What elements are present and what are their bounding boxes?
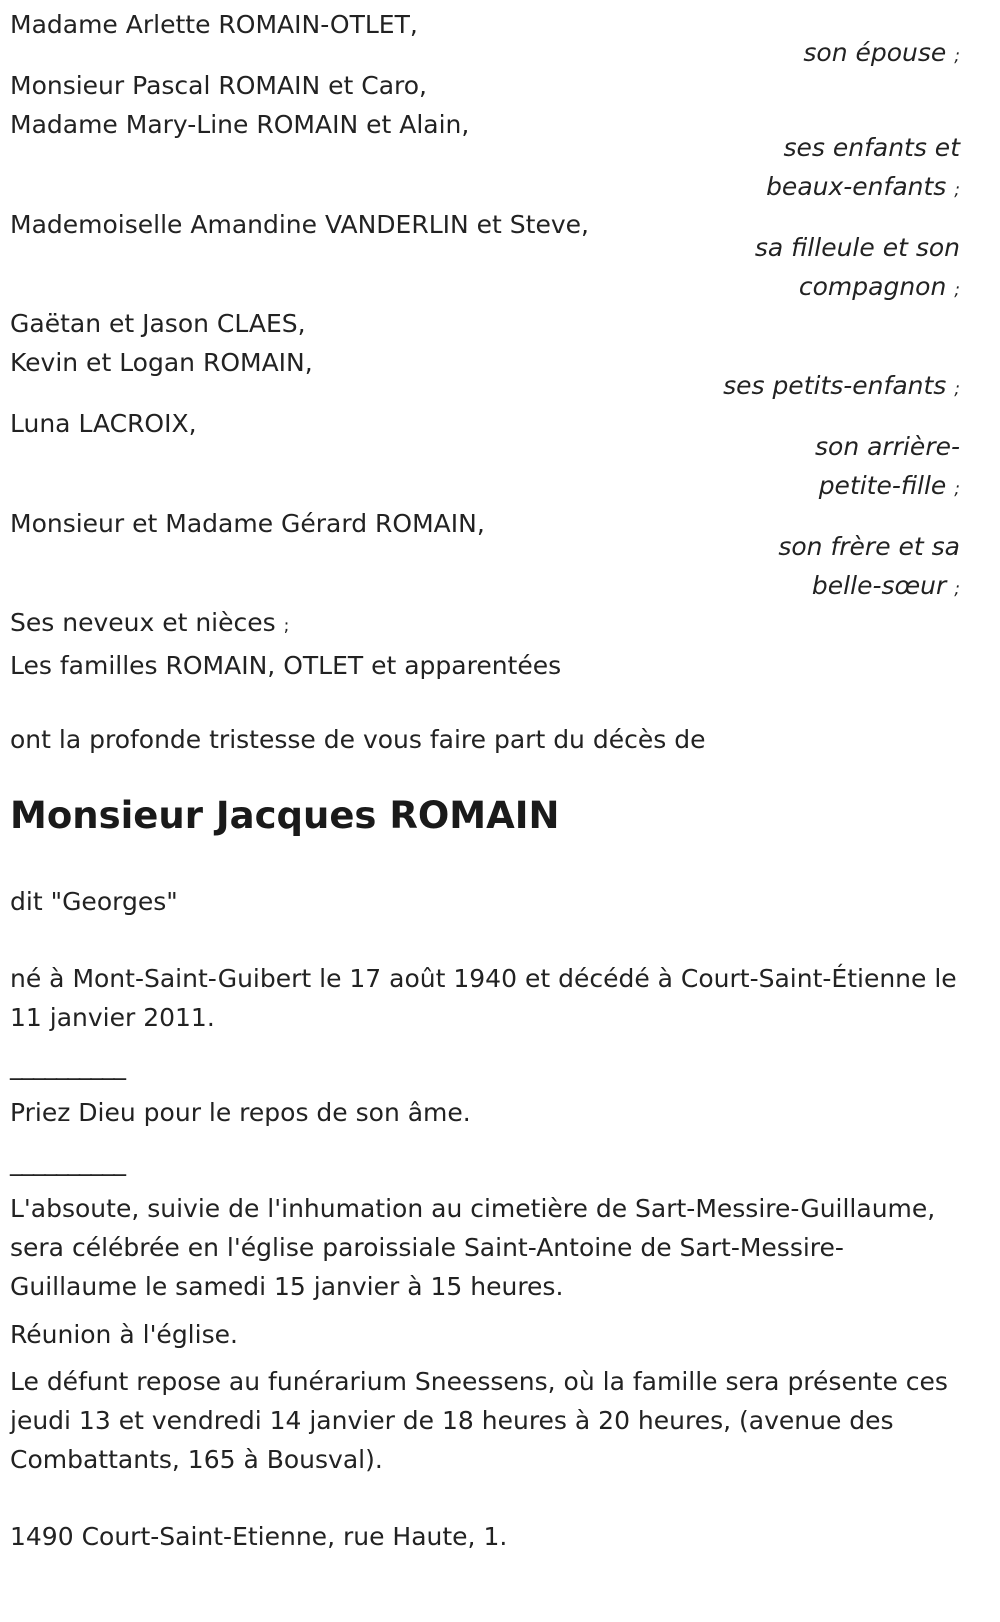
semicolon: ;	[954, 379, 960, 399]
extended-family-1-text: Ses neveux et nièces	[10, 608, 276, 637]
semicolon: ;	[954, 180, 960, 200]
intro-text: ont la profonde tristesse de vous faire part du décès de	[10, 725, 706, 754]
goddaughter-name: Mademoiselle Amandine VANDERLIN et Steve,	[10, 210, 589, 239]
spouse-role-text: son épouse	[803, 38, 947, 67]
children-role-2	[766, 167, 960, 210]
children-block	[10, 66, 960, 206]
extended-family-1	[10, 603, 960, 646]
sibling-role-1: son frère et sa	[778, 532, 960, 561]
grandchildren-block	[10, 304, 960, 404]
nickname: dit "Georges"	[10, 887, 178, 916]
grandchildren-role-text: ses petits-enfants	[723, 371, 947, 400]
children-role-1: ses enfants et	[783, 133, 960, 162]
extended-family-block	[10, 603, 960, 685]
ceremony-text: L'absoute, suivie de l'inhumation au cimetière de Sart-Messire-Guillaume, sera célébrée en l'église paroissiale Saint-Antoine de Sart-Messire-Guillaume le samedi 15 janvier à 15 heures.	[10, 1194, 936, 1301]
separator-line: __________	[10, 1051, 125, 1080]
goddaughter-block	[10, 205, 960, 305]
extended-family-2: Les familles ROMAIN, OTLET et apparentées	[10, 651, 562, 680]
semicolon: ;	[954, 579, 960, 599]
great-grandchild-block	[10, 404, 960, 504]
children-name-2: Madame Mary-Line ROMAIN et Alain,	[10, 110, 470, 139]
prayer-text: Priez Dieu pour le repos de son âme.	[10, 1098, 471, 1127]
grandchildren-name-1: Gaëtan et Jason CLAES,	[10, 309, 306, 338]
semicolon: ;	[954, 479, 960, 499]
deceased-name: Monsieur Jacques ROMAIN	[10, 794, 560, 837]
semicolon: ;	[954, 280, 960, 300]
great-grandchild-role-1: son arrière-	[815, 432, 960, 461]
great-grandchild-role-2-text: petite-fille	[818, 471, 947, 500]
birth-death-text: né à Mont-Saint-Guibert le 17 août 1940 et décédé à Court-Saint-Étienne le 11 janvier 2011.	[10, 964, 957, 1032]
sibling-name: Monsieur et Madame Gérard ROMAIN,	[10, 509, 485, 538]
meeting-text: Réunion à l'église.	[10, 1320, 238, 1349]
visitation-text: Le défunt repose au funérarium Sneessens, où la famille sera présente ces jeudi 13 et vendredi 14 janvier de 18 heures à 20 heures, (avenue des Combattants, 165 à Bousval).	[10, 1367, 948, 1474]
spouse-block	[10, 5, 960, 65]
great-grandchild-name: Luna LACROIX,	[10, 409, 197, 438]
address-text: 1490 Court-Saint-Etienne, rue Haute, 1.	[10, 1522, 508, 1551]
spouse-name: Madame Arlette ROMAIN-OTLET,	[10, 10, 418, 39]
goddaughter-role-2-text: compagnon	[798, 272, 947, 301]
great-grandchild-role-2	[819, 466, 960, 509]
children-role-2-text: beaux-enfants	[766, 172, 947, 201]
grandchildren-role	[723, 366, 960, 409]
separator-line: __________	[10, 1147, 125, 1176]
sibling-block	[10, 504, 960, 604]
sibling-role-2-text: belle-sœur	[811, 571, 947, 600]
goddaughter-role-1: sa filleule et son	[754, 233, 960, 262]
children-name-1: Monsieur Pascal ROMAIN et Caro,	[10, 71, 428, 100]
grandchildren-name-2: Kevin et Logan ROMAIN,	[10, 348, 313, 377]
semicolon: ;	[954, 46, 960, 66]
semicolon: ;	[283, 616, 290, 636]
